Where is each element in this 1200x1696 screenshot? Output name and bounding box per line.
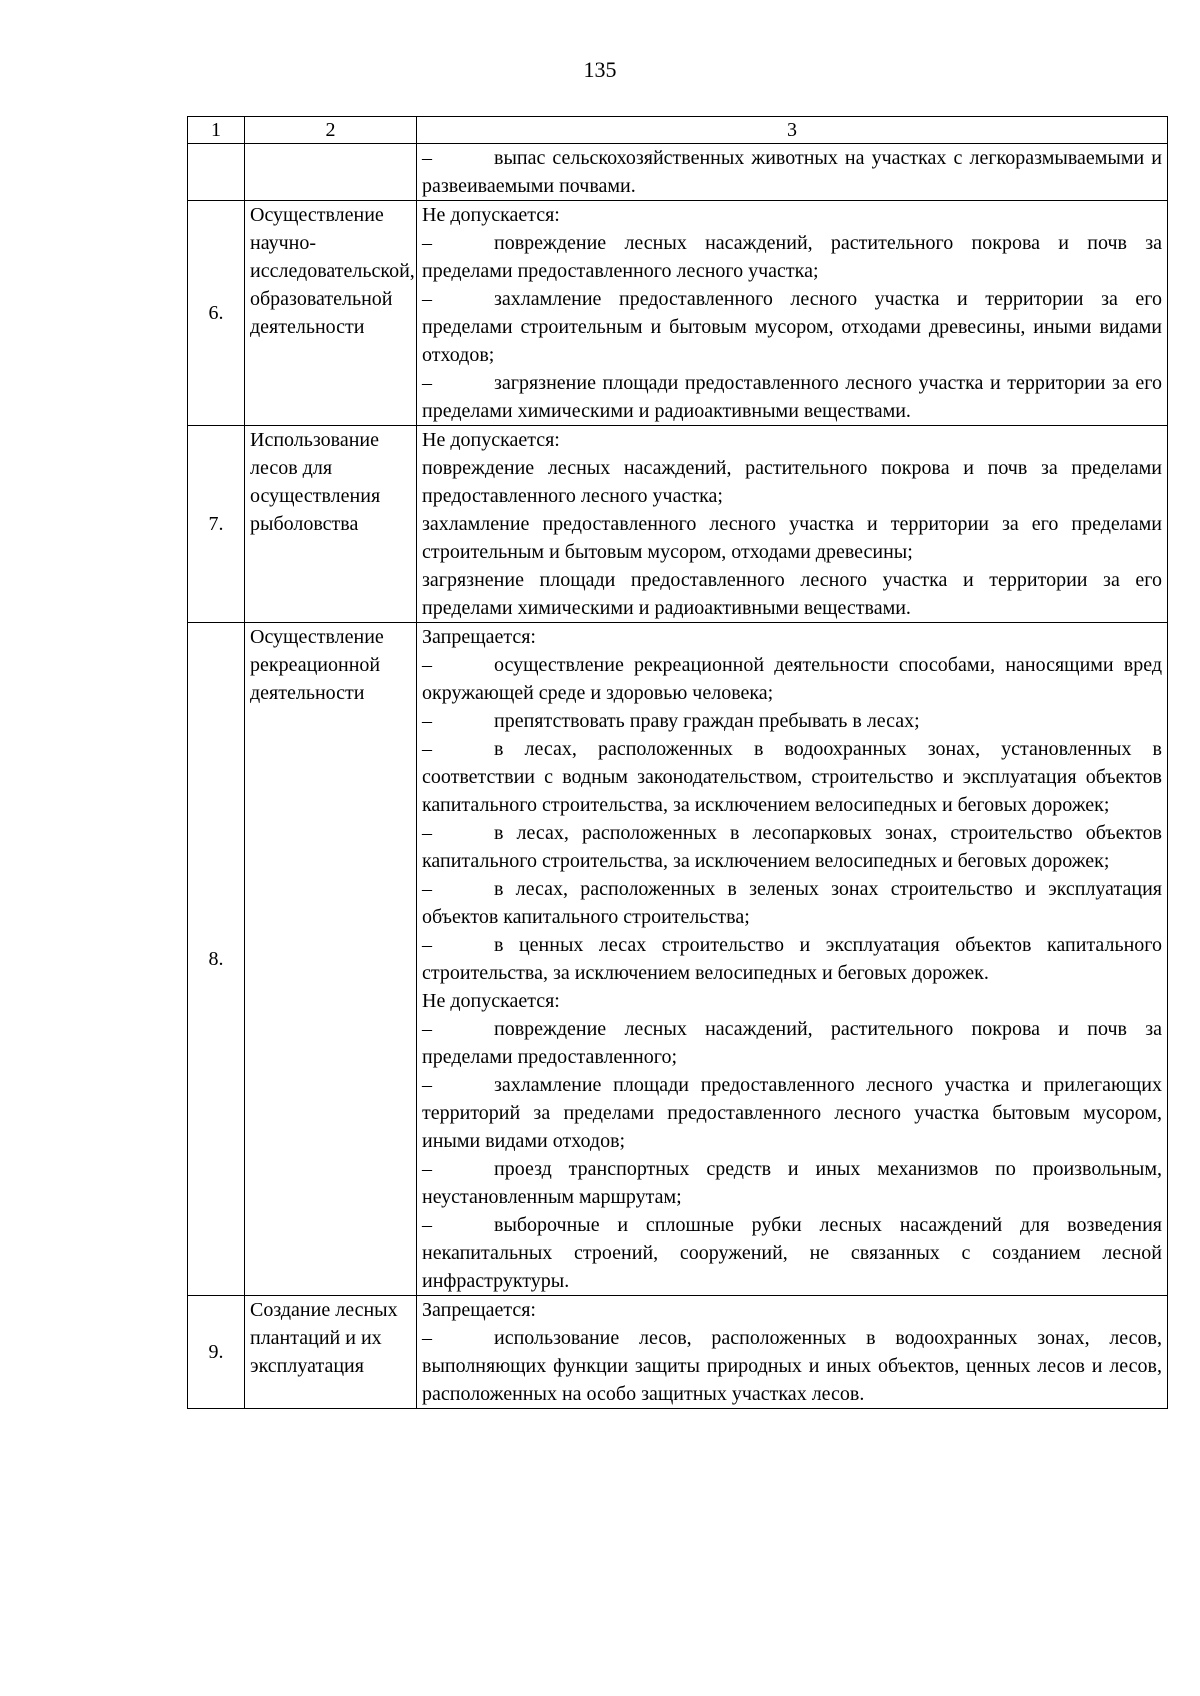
requirement-heading: Не допускается:: [422, 990, 560, 1012]
dash-bullet: –: [422, 372, 432, 394]
requirement-item: [422, 369, 1162, 425]
dash-bullet: –: [422, 878, 432, 900]
requirement-item: [422, 229, 1162, 285]
dash-bullet: –: [422, 147, 432, 169]
table-row: [188, 144, 1168, 201]
requirement-text: осуществление рекреационной деятельности способами, наносящими вред окружающей среде и здоровью человека;: [422, 654, 1162, 704]
activity-type: Осуществление научно-исследовательской, образовательной деятельности: [245, 201, 417, 426]
requirement-text: повреждение лесных насаждений, растительного покрова и почв за пределами предоставленного лесного участка;: [422, 232, 1162, 282]
requirement-text: в лесах, расположенных в зеленых зонах строительство и эксплуатация объектов капитального строительства;: [422, 878, 1162, 928]
requirement-item: [422, 1211, 1162, 1295]
requirement-item: [422, 707, 1162, 735]
dash-bullet: –: [422, 1214, 432, 1236]
dash-bullet: –: [422, 738, 432, 760]
dash-bullet: –: [422, 710, 432, 732]
header-col-1: 1: [188, 117, 245, 144]
requirement-item: [422, 651, 1162, 707]
requirement-item: [422, 285, 1162, 369]
regulations-table: [187, 116, 1168, 1409]
requirement-text: выпас сельскохозяйственных животных на участках с легкоразмываемыми и развеиваемыми почвами.: [422, 147, 1162, 197]
requirement-item: [422, 875, 1162, 931]
requirement-item: [422, 1015, 1162, 1071]
requirement-item: [422, 819, 1162, 875]
table-row: [188, 426, 1168, 623]
requirement-item: загрязнение площади предоставленного лесного участка и территории за его пределами химическими и радиоактивными веществами.: [422, 569, 1162, 619]
requirement-heading: Не допускается:: [422, 429, 560, 451]
requirements-cell: [417, 144, 1168, 201]
row-number: [188, 144, 245, 201]
table-row: [188, 201, 1168, 426]
requirement-item: [422, 1155, 1162, 1211]
requirement-item: повреждение лесных насаждений, растительного покрова и почв за пределами предоставленного лесного участка;: [422, 457, 1162, 507]
activity-type: [245, 144, 417, 201]
dash-bullet: –: [422, 654, 432, 676]
activity-type: Осуществление рекреационной деятельности: [245, 623, 417, 1296]
dash-bullet: –: [422, 1018, 432, 1040]
dash-bullet: –: [422, 1327, 432, 1349]
row-number: 8.: [188, 623, 245, 1296]
row-number: 7.: [188, 426, 245, 623]
activity-type: Использование лесов для осуществления рыболовства: [245, 426, 417, 623]
dash-bullet: –: [422, 1074, 432, 1096]
requirement-heading: Не допускается:: [422, 204, 560, 226]
requirements-cell: [417, 426, 1168, 623]
requirement-item: захламление предоставленного лесного участка и территории за его пределами строительным и бытовым мусором, отходами древесины;: [422, 513, 1162, 563]
requirement-heading: Запрещается:: [422, 1299, 536, 1321]
requirement-text: в ценных лесах строительство и эксплуатация объектов капитального строительства, за исключением велосипедных и беговых дорожек.: [422, 934, 1162, 984]
activity-type: Создание лесных плантаций и их эксплуатация: [245, 1296, 417, 1409]
table-row: [188, 623, 1168, 1296]
dash-bullet: –: [422, 232, 432, 254]
requirement-item: [422, 144, 1162, 200]
header-col-2: 2: [245, 117, 417, 144]
table-header-row: [188, 117, 1168, 144]
requirement-item: [422, 1324, 1162, 1408]
dash-bullet: –: [422, 288, 432, 310]
requirement-text: захламление предоставленного лесного участка и территории за его пределами строительным и бытовым мусором, отходами древесины, иными видами отходов;: [422, 288, 1162, 366]
requirement-heading: Запрещается:: [422, 626, 536, 648]
row-number: 9.: [188, 1296, 245, 1409]
page-number: 135: [583, 57, 617, 82]
requirement-text: в лесах, расположенных в лесопарковых зонах, строительство объектов капитального строительства, за исключением велосипедных и беговых дорожек;: [422, 822, 1162, 872]
row-number: 6.: [188, 201, 245, 426]
requirement-text: использование лесов, расположенных в водоохранных зонах, лесов, выполняющих функции защиты природных и иных объектов, ценных лесов и лесов, расположенных на особо защитных участках лесов.: [422, 1327, 1162, 1405]
requirements-cell: [417, 201, 1168, 426]
requirement-text: выборочные и сплошные рубки лесных насаждений для возведения некапитальных строений, сооружений, не связанных с созданием лесной инфраструктуры.: [422, 1214, 1162, 1292]
requirement-text: загрязнение площади предоставленного лесного участка и территории за его пределами химическими и радиоактивными веществами.: [422, 372, 1162, 422]
requirements-cell: [417, 1296, 1168, 1409]
dash-bullet: –: [422, 934, 432, 956]
requirement-text: в лесах, расположенных в водоохранных зонах, установленных в соответствии с водным законодательством, строительство и эксплуатация объектов капитального строительства, за исключением велосипедных и беговых дорожек;: [422, 738, 1162, 816]
requirements-cell: [417, 623, 1168, 1296]
requirement-text: повреждение лесных насаждений, растительного покрова и почв за пределами предоставленного;: [422, 1018, 1162, 1068]
requirement-text: захламление площади предоставленного лесного участка и прилегающих территорий за пределами предоставленного лесного участка бытовым мусором, иными видами отходов;: [422, 1074, 1162, 1152]
dash-bullet: –: [422, 1158, 432, 1180]
requirement-item: [422, 1071, 1162, 1155]
requirement-item: [422, 735, 1162, 819]
requirement-text: проезд транспортных средств и иных механизмов по произвольным, неустановленным маршрутам;: [422, 1158, 1162, 1208]
requirement-text: препятствовать праву граждан пребывать в лесах;: [494, 710, 920, 732]
requirement-item: [422, 931, 1162, 987]
dash-bullet: –: [422, 822, 432, 844]
table-row: [188, 1296, 1168, 1409]
header-col-3: 3: [417, 117, 1168, 144]
